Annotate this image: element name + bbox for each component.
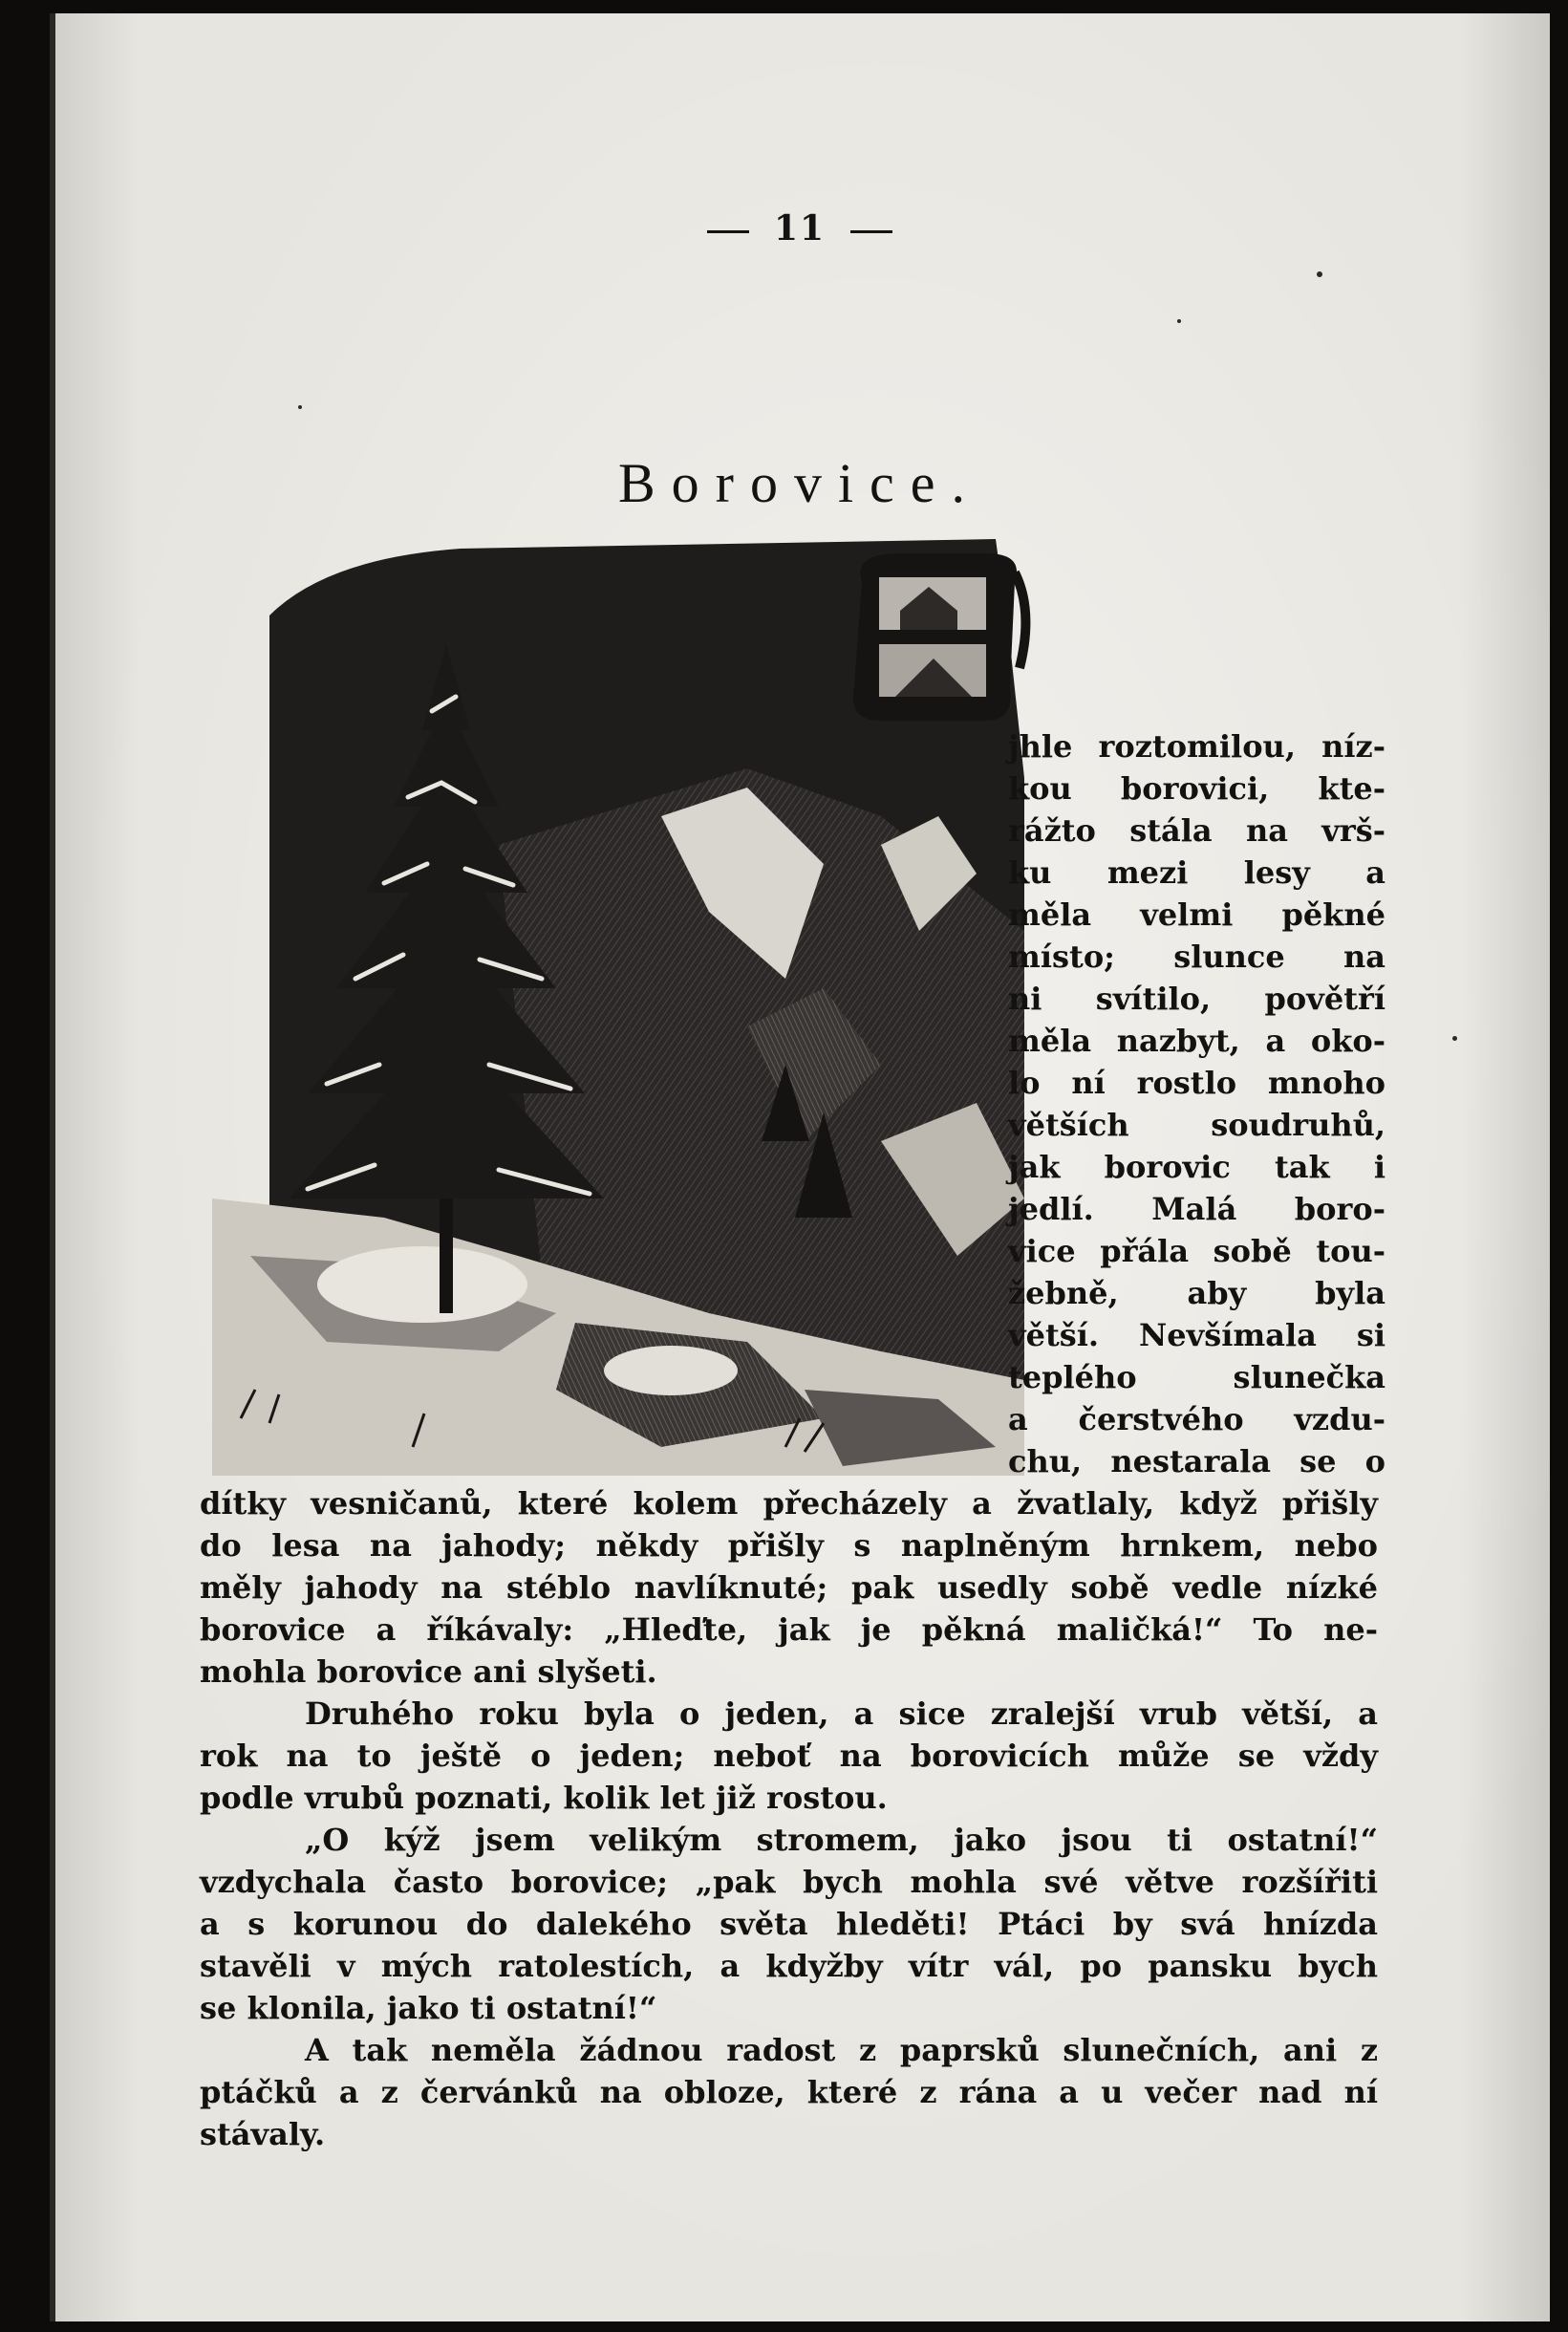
wrapped-text-column xyxy=(1008,725,1385,1482)
text-line: dítky vesničanů, které kolem přecházely a žvatlaly, když přišly xyxy=(200,1485,1378,1522)
page-number-dash-left xyxy=(707,230,749,233)
text-line: „O kýž jsem velikým stromem, jako jsou ti ostatní!“ xyxy=(305,1822,1378,1858)
text-line: měla velmi pěkné xyxy=(1008,896,1385,933)
text-line: kou borovici, kte- xyxy=(1008,770,1385,807)
text-line: lo ní rostlo mnoho xyxy=(1008,1065,1385,1101)
text-line: A tak neměla žádnou radost z paprsků slunečních, ani z xyxy=(305,2032,1378,2068)
text-line: se klonila, jako ti ostatní!“ xyxy=(200,1990,657,2026)
text-line: mohla borovice ani slyšeti. xyxy=(200,1653,657,1690)
text-line: rok na to ještě o jeden; neboť na borovicích může se vždy xyxy=(200,1738,1378,1774)
text-line: jhle roztomilou, níz- xyxy=(1008,728,1385,765)
text-line: a čerstvého vzdu- xyxy=(1008,1401,1385,1437)
text-line: ni svítilo, povětří xyxy=(1008,981,1385,1017)
book-page xyxy=(50,13,1550,2321)
page-binding-edge xyxy=(50,13,55,2321)
text-line: větší. Nevšímala si xyxy=(1008,1317,1385,1353)
text-line: Druhého roku byla o jeden, a sice zralejší vrub větší, a xyxy=(305,1695,1378,1732)
text-line: ku mezi lesy a xyxy=(1008,854,1385,891)
page-number-dash-right xyxy=(850,230,892,233)
chapter-title: Borovice. xyxy=(617,452,982,514)
print-speck xyxy=(1317,271,1322,277)
text-line: podle vrubů poznati, kolik let již rostou. xyxy=(200,1780,888,1816)
print-speck xyxy=(298,405,302,409)
text-line: jak borovic tak i xyxy=(1008,1149,1385,1185)
text-line: vice přála sobě tou- xyxy=(1008,1233,1385,1269)
text-line: a s korunou do dalekého světa hleděti! Ptáci by svá hnízda xyxy=(200,1906,1378,1942)
text-line: do lesa na jahody; někdy přišly s naplněným hrnkem, nebo xyxy=(200,1527,1378,1564)
print-speck xyxy=(1452,1036,1457,1041)
text-line: místo; slunce na xyxy=(1008,939,1385,975)
text-line: měly jahody na stéblo navlíknuté; pak usedly sobě vedle nízké xyxy=(200,1569,1378,1606)
text-line: vzdychala často borovice; „pak bych mohla své větve rozšířiti xyxy=(200,1864,1378,1900)
pine-tree-engraving-icon xyxy=(212,529,1034,1476)
text-line: borovice a říkávaly: „Hleďte, jak je pěkná maličká!“ To ne- xyxy=(200,1611,1378,1648)
text-line: stavěli v mých ratolestích, a kdyžby vítr vál, po pansku bych xyxy=(200,1948,1378,1984)
text-line: jedlí. Malá boro- xyxy=(1008,1191,1385,1227)
text-line: teplého slunečka xyxy=(1008,1359,1385,1395)
text-line: větších soudruhů, xyxy=(1008,1107,1385,1143)
text-line: měla nazbyt, a oko- xyxy=(1008,1023,1385,1059)
print-speck xyxy=(1177,319,1181,323)
text-line: rážto stála na vrš- xyxy=(1008,812,1385,849)
text-line: chu, nestarala se o xyxy=(1008,1443,1385,1479)
main-text-column xyxy=(200,1482,1378,2155)
page-number xyxy=(50,208,1550,248)
text-line: žebně, aby byla xyxy=(1008,1275,1385,1311)
page-number-value: 11 xyxy=(773,208,827,248)
text-line: ptáčků a z červánků na obloze, které z rána a u večer nad ní xyxy=(200,2074,1378,2110)
text-line: stávaly. xyxy=(200,2116,326,2152)
